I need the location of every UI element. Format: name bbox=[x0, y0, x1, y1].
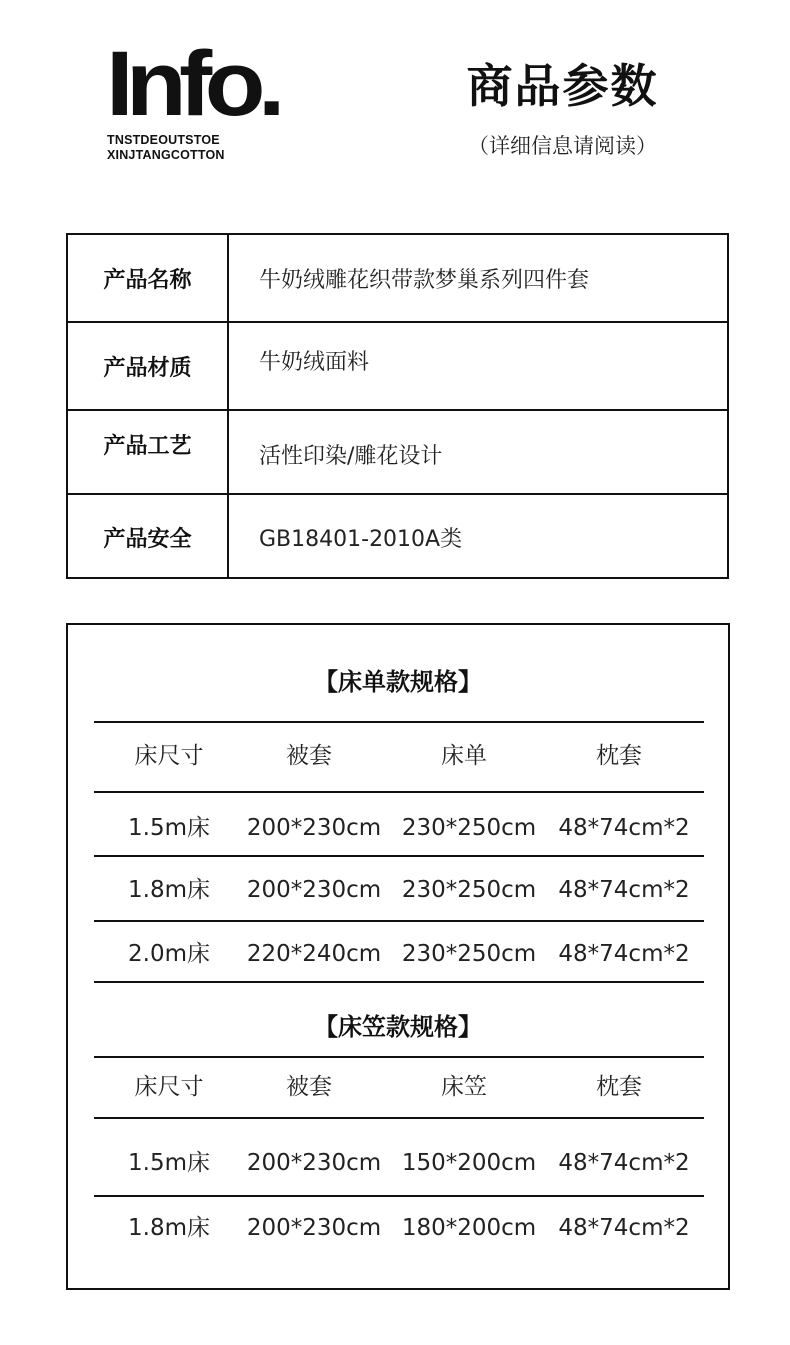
table-cell: 230*250cm bbox=[401, 941, 537, 967]
divider bbox=[94, 1056, 704, 1058]
divider bbox=[94, 791, 704, 793]
divider bbox=[94, 855, 704, 857]
size-spec-box bbox=[66, 623, 730, 1290]
table-cell: 200*230cm bbox=[246, 877, 382, 903]
table-cell: 48*74cm*2 bbox=[558, 815, 690, 841]
page-title: 商品参数 bbox=[466, 59, 659, 113]
column-header: 床单 bbox=[441, 743, 487, 769]
table-cell: 230*250cm bbox=[401, 877, 537, 903]
table-cell: 200*230cm bbox=[246, 1150, 382, 1176]
divider bbox=[94, 1195, 704, 1197]
table-cell: 1.8m床 bbox=[128, 1215, 210, 1241]
table-cell: 1.5m床 bbox=[128, 815, 210, 841]
column-header: 床笠 bbox=[441, 1074, 487, 1100]
info-row-name bbox=[68, 235, 727, 321]
table-cell: 48*74cm*2 bbox=[558, 1150, 690, 1176]
column-header: 床尺寸 bbox=[134, 1074, 204, 1100]
info-value: 牛奶绒面料 bbox=[259, 350, 370, 375]
table-cell: 230*250cm bbox=[401, 815, 537, 841]
info-label: 产品材质 bbox=[68, 323, 229, 409]
section-title-flat-sheet: 【床单款规格】 bbox=[314, 668, 482, 696]
info-value: GB18401-2010A类 bbox=[259, 526, 463, 552]
table-cell: 1.8m床 bbox=[128, 877, 210, 903]
column-header: 被套 bbox=[286, 1074, 332, 1100]
table-cell: 1.5m床 bbox=[128, 1150, 210, 1176]
product-info-table bbox=[66, 233, 729, 579]
table-cell: 220*240cm bbox=[246, 941, 382, 967]
table-cell: 48*74cm*2 bbox=[558, 1215, 690, 1241]
table-cell: 180*200cm bbox=[401, 1215, 537, 1241]
column-header: 枕套 bbox=[596, 1074, 642, 1100]
table-cell: 48*74cm*2 bbox=[558, 877, 690, 903]
column-header: 枕套 bbox=[596, 743, 642, 769]
info-row-safety bbox=[68, 493, 727, 579]
brand-logo: Info. bbox=[106, 33, 278, 135]
column-header: 床尺寸 bbox=[134, 743, 204, 769]
table-cell: 48*74cm*2 bbox=[558, 941, 690, 967]
page-subtitle: （详细信息请阅读） bbox=[468, 134, 657, 158]
info-label: 产品工艺 bbox=[68, 411, 229, 493]
brand-tagline bbox=[107, 133, 225, 163]
divider bbox=[94, 920, 704, 922]
table-cell: 2.0m床 bbox=[128, 941, 210, 967]
info-value: 牛奶绒雕花织带款梦巢系列四件套 bbox=[259, 267, 590, 293]
info-row-material bbox=[68, 321, 727, 409]
info-label: 产品名称 bbox=[68, 235, 229, 321]
divider bbox=[94, 721, 704, 723]
divider bbox=[94, 981, 704, 983]
table-cell: 200*230cm bbox=[246, 1215, 382, 1241]
divider bbox=[94, 1117, 704, 1119]
table-cell: 150*200cm bbox=[401, 1150, 537, 1176]
table-cell: 200*230cm bbox=[246, 815, 382, 841]
info-row-process bbox=[68, 409, 727, 493]
info-label: 产品安全 bbox=[68, 495, 229, 579]
column-header: 被套 bbox=[286, 743, 332, 769]
brand-tagline-line2: XINJTANGCOTTON bbox=[107, 148, 225, 162]
section-title-fitted-sheet: 【床笠款规格】 bbox=[314, 1013, 482, 1041]
brand-tagline-line1: TNSTDEOUTSTOE bbox=[107, 133, 220, 147]
info-value: 活性印染/雕花设计 bbox=[259, 444, 443, 469]
